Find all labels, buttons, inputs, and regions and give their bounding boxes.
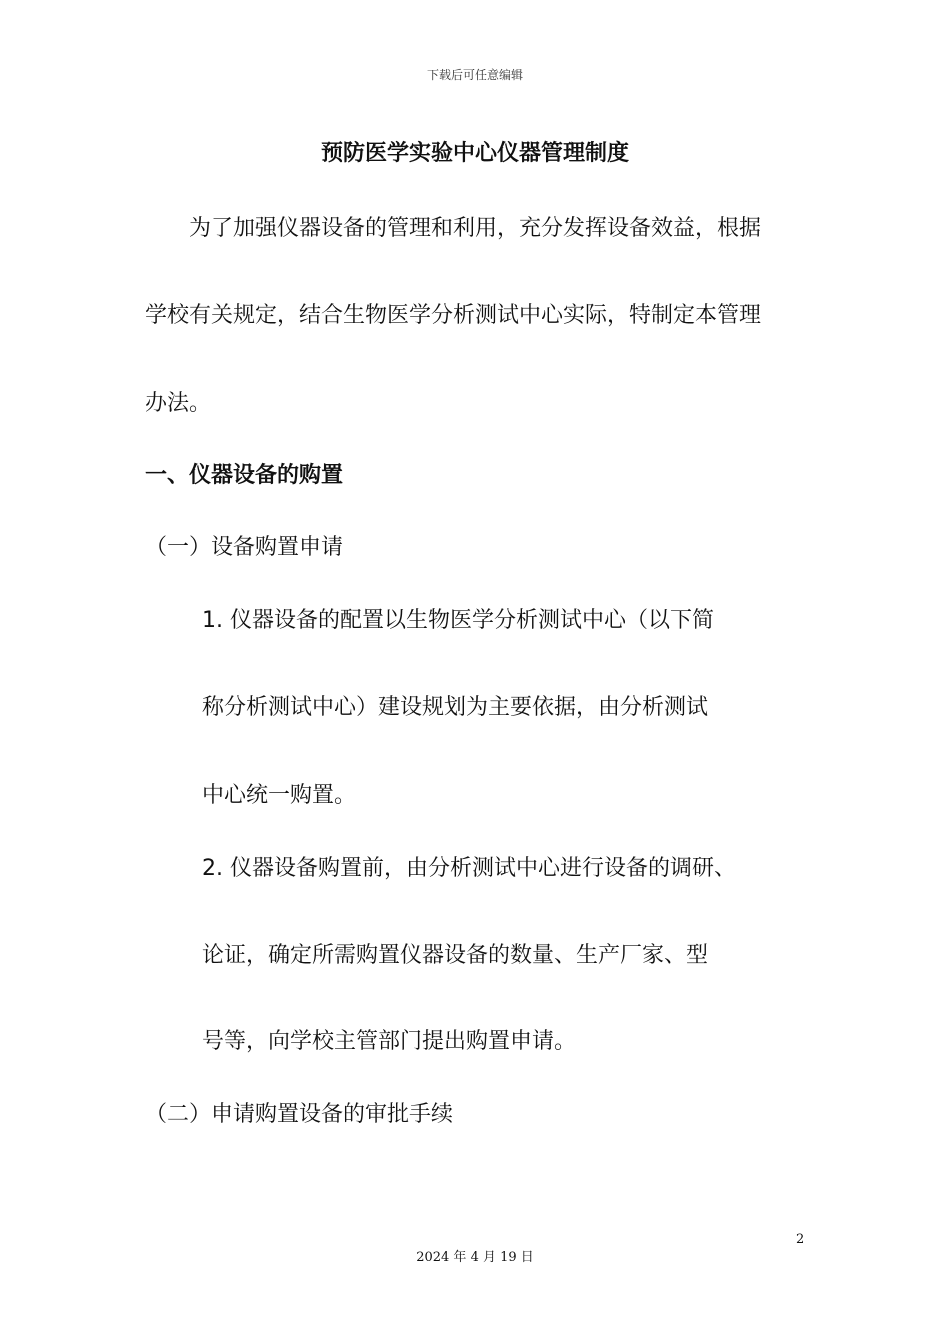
intro-line-2: 学校有关规定，结合生物医学分析测试中心实际，特制定本管理 bbox=[145, 303, 762, 328]
item2-line-3: 号等，向学校主管部门提出购置申请。 bbox=[202, 1029, 577, 1054]
subsection-heading-1: （一）设备购置申请 bbox=[145, 535, 344, 560]
footer-date: 2024 年 4 月 19 日 bbox=[416, 1250, 534, 1265]
intro-line-3: 办法。 bbox=[145, 391, 212, 416]
page-header-note: 下载后可任意编辑 bbox=[426, 68, 523, 82]
subsection-heading-2: （二）申请购置设备的审批手续 bbox=[145, 1102, 454, 1127]
intro-line-1: 为了加强仪器设备的管理和利用，充分发挥设备效益，根据 bbox=[145, 216, 762, 241]
section-heading: 一、仪器设备的购置 bbox=[145, 463, 344, 488]
item2-line-1: 2. 仪器设备购置前，由分析测试中心进行设备的调研、 bbox=[202, 856, 736, 881]
item1-line-2: 称分析测试中心）建设规划为主要依据，由分析测试 bbox=[202, 695, 709, 720]
page-number: 2 bbox=[796, 1232, 805, 1247]
item1-line-1: 1. 仪器设备的配置以生物医学分析测试中心（以下简 bbox=[202, 608, 714, 633]
document-title: 预防医学实验中心仪器管理制度 bbox=[320, 141, 629, 166]
item1-line-3: 中心统一购置。 bbox=[202, 783, 357, 808]
item2-line-2: 论证，确定所需购置仪器设备的数量、生产厂家、型 bbox=[202, 943, 709, 968]
